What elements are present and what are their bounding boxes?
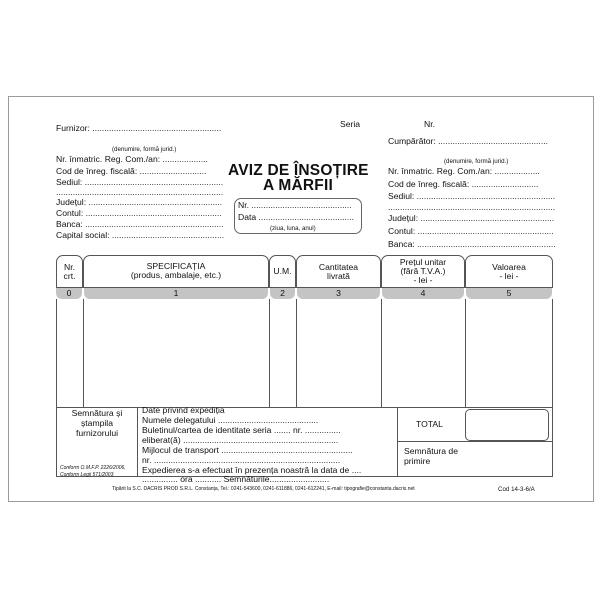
furnizor-cod-fiscal-field[interactable]: Cod de înreg. fiscală: ............................ xyxy=(56,166,207,176)
aviz-data-field[interactable]: Data ........................................ xyxy=(238,212,355,222)
cumparator-field[interactable]: Cumpărător: .............................................. xyxy=(388,136,548,146)
semnatura-furnizor-label: Semnătura și ștampila furnizorului xyxy=(71,408,123,438)
col-number-2: 2 xyxy=(270,288,295,299)
printer-info: Tipărit la S.C. DACRIS PROD S.R.L. Constanța, Tel.: 0241-543600, 0241-611886, 0241-612241, E-mail: tipografie@constanta.dacris.net xyxy=(112,486,415,492)
col-number-5: 5 xyxy=(466,288,552,299)
furnizor-address-line[interactable]: ...................................................................... xyxy=(56,187,224,197)
furnizor-capital-field[interactable]: Capital social: ............................................... xyxy=(56,230,225,240)
nr-label: Nr. xyxy=(424,119,435,129)
items-table xyxy=(56,255,553,408)
furnizor-reg-com-field[interactable]: Nr. înmatric. Reg. Com./an: ................... xyxy=(56,154,208,164)
date-format-note: (ziua, luna, anul) xyxy=(270,225,316,232)
furnizor-field[interactable]: Furnizor: ...................................................... xyxy=(56,123,222,133)
legal-footnote-2: Conform Legii 571/2003 xyxy=(60,472,114,478)
cumparator-address-line[interactable]: ...................................................................... xyxy=(388,202,556,212)
furnizor-judetul-field[interactable]: Județul: ........................................................ xyxy=(56,197,223,207)
cumparator-contul-field[interactable]: Contul: ......................................................... xyxy=(388,226,554,236)
col-divider xyxy=(552,299,553,408)
col-divider xyxy=(381,299,382,408)
cumparator-sediul-field[interactable]: Sediul: .......................................................... xyxy=(388,191,556,201)
col-number-3: 3 xyxy=(297,288,380,299)
cumparator-judetul-field[interactable]: Județul: ........................................................ xyxy=(388,213,555,223)
bottom-divider xyxy=(137,407,138,476)
col-header-specificatia: SPECIFICAȚIA (produs, ambalaje, etc.) xyxy=(83,255,269,288)
form-code: Cod 14-3-6/A xyxy=(498,486,535,493)
total-divider xyxy=(397,441,552,442)
seria-label: Seria xyxy=(340,119,361,129)
col-divider xyxy=(269,299,270,408)
document-title: AVIZ DE ÎNSOȚIRE A MĂRFII xyxy=(228,162,369,194)
legal-footnote-1: Conform O.M.F.P. 2226/2006, xyxy=(60,465,126,471)
total-value-box[interactable] xyxy=(465,409,549,441)
cumparator-reg-com-field[interactable]: Nr. înmatric. Reg. Com./an: ................... xyxy=(388,166,540,176)
col-divider xyxy=(296,299,297,408)
furnizor-banca-field[interactable]: Banca: .......................................................... xyxy=(56,219,224,229)
col-divider xyxy=(465,299,466,408)
col-divider xyxy=(56,299,57,408)
furnizor-sediul-field[interactable]: Sediul: .......................................................... xyxy=(56,177,224,187)
col-number-4: 4 xyxy=(382,288,464,299)
aviz-nr-field[interactable]: Nr. .......................................... xyxy=(238,200,352,210)
expediere-ora-semnaturi-field[interactable]: ............... ora ........... Semnăturile......................... xyxy=(142,474,330,484)
col-header-um: U.M. xyxy=(269,255,296,288)
mijloc-transport-field[interactable]: Mijlocul de transport ....................................................... xyxy=(142,445,353,455)
col-header-cantitatea: Cantitatea livrată xyxy=(296,255,381,288)
cumparator-cod-fiscal-field[interactable]: Cod de înreg. fiscală: ............................ xyxy=(388,179,539,189)
col-header-valoarea: Valoarea - lei - xyxy=(465,255,553,288)
col-header-nr: Nr. crt. xyxy=(56,255,83,288)
col-header-pret: Prețul unitar (fără T.V.A.) - lei - xyxy=(381,255,465,288)
furnizor-contul-field[interactable]: Contul: ......................................................... xyxy=(56,208,222,218)
col-divider xyxy=(83,299,84,408)
transport-nr-field[interactable]: nr. .............................................................................. xyxy=(142,455,341,465)
furnizor-form-note: (denumire, formă jurid.) xyxy=(112,146,177,153)
bottom-border-right xyxy=(552,407,553,476)
col-number-0: 0 xyxy=(56,288,82,299)
expedition-title: Date privind expediția xyxy=(142,405,225,415)
col-number-1: 1 xyxy=(84,288,268,299)
cumparator-banca-field[interactable]: Banca: .......................................................... xyxy=(388,239,556,249)
delegat-name-field[interactable]: Numele delegatului .......................................... xyxy=(142,415,319,425)
expediere-data-field[interactable]: Expedierea s-a efectuat în prezența noastră la data de .... xyxy=(142,465,362,475)
semnatura-primire-label: Semnătura de primire xyxy=(404,446,458,466)
bottom-border-left xyxy=(56,407,57,476)
total-label: TOTAL xyxy=(416,419,443,429)
buletin-field[interactable]: Buletinul/cartea de identitate seria ....... nr. ............... xyxy=(142,425,341,435)
cumparator-form-note: (denumire, formă jurid.) xyxy=(444,158,509,165)
eliberat-field[interactable]: eliberat(ă) ................................................................. xyxy=(142,435,339,445)
